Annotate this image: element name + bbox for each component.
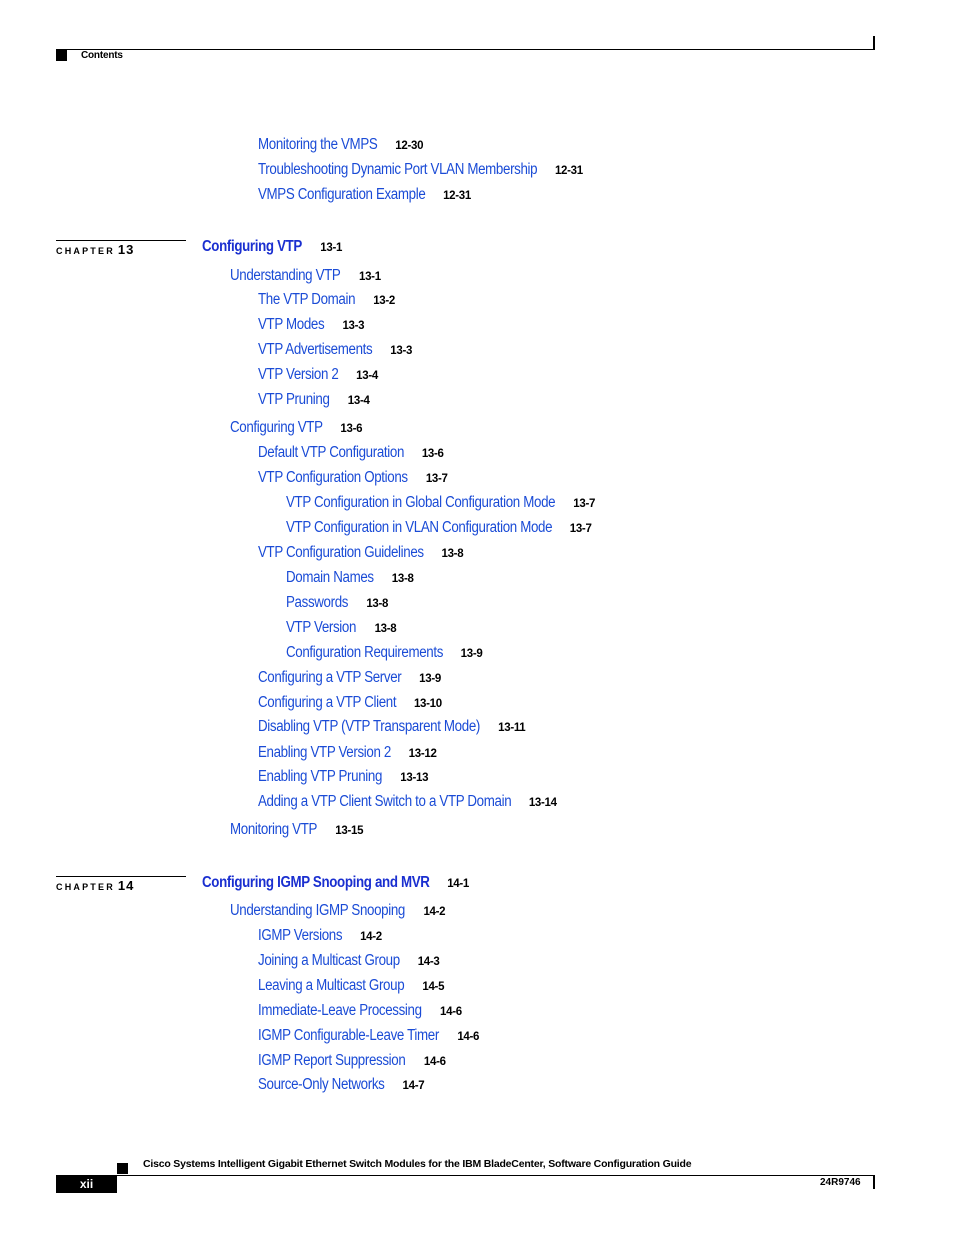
toc-entry-title[interactable]: IGMP Versions	[258, 927, 343, 944]
chapter-label	[56, 878, 134, 893]
toc-entry-page: 14-3	[417, 956, 440, 968]
toc-entry-title[interactable]: Understanding VTP	[230, 267, 341, 284]
toc-entry-title[interactable]: Monitoring VTP	[230, 821, 318, 838]
toc-entry[interactable]	[286, 643, 482, 663]
toc-entry[interactable]	[258, 340, 412, 360]
toc-entry-title[interactable]: Enabling VTP Version 2	[258, 744, 391, 761]
toc-entry-title[interactable]: Understanding IGMP Snooping	[230, 902, 405, 919]
toc-entry[interactable]	[258, 693, 442, 713]
toc-entry-title[interactable]: VTP Configuration in Global Configuration Mode	[286, 494, 556, 511]
toc-entry-page: 12-31	[554, 165, 583, 177]
toc-entry-page: 14-2	[360, 931, 382, 943]
toc-entry-title[interactable]: Configuring VTP	[202, 238, 302, 255]
toc-entry-page: 13-12	[408, 748, 437, 760]
toc-entry-page: 13-13	[400, 772, 429, 784]
toc-entry[interactable]	[258, 926, 382, 946]
toc-entry[interactable]	[258, 160, 583, 180]
toc-entry-title[interactable]: VTP Pruning	[258, 391, 330, 408]
toc-entry-page: 13-7	[569, 523, 592, 535]
toc-entry-page: 13-8	[441, 548, 464, 560]
toc-entry-title[interactable]: VTP Configuration in VLAN Configuration Mode	[286, 519, 553, 536]
header-tick	[873, 36, 875, 50]
toc-entry-page: 13-10	[413, 698, 442, 710]
toc-entry-page: 13-9	[460, 648, 483, 660]
toc-entry[interactable]	[258, 976, 444, 996]
toc-entry-title[interactable]: Troubleshooting Dynamic Port VLAN Membership	[258, 161, 538, 178]
toc-entry-page: 13-2	[373, 295, 396, 307]
toc-entry-title[interactable]: Leaving a Multicast Group	[258, 977, 405, 994]
toc-entry[interactable]	[258, 365, 378, 385]
toc-entry[interactable]	[286, 618, 396, 638]
toc-entry[interactable]	[286, 593, 388, 613]
chapter-entry[interactable]	[202, 873, 469, 893]
toc-entry-page: 14-1	[447, 878, 470, 890]
chapter-number: 13	[117, 242, 135, 257]
toc-entry[interactable]	[258, 315, 364, 335]
toc-entry[interactable]	[258, 1001, 462, 1021]
toc-entry-title[interactable]: Adding a VTP Client Switch to a VTP Domain	[258, 793, 512, 810]
footer-marker	[117, 1163, 128, 1174]
toc-entry-title[interactable]: Immediate-Leave Processing	[258, 1002, 422, 1019]
toc-entry[interactable]	[258, 743, 437, 763]
toc-entry-title[interactable]: Source-Only Networks	[258, 1076, 385, 1093]
toc-entry-page: 14-2	[423, 906, 446, 918]
header-marker	[56, 50, 67, 61]
toc-entry-page: 14-7	[402, 1080, 425, 1092]
footer-doc-number: 24R9746	[820, 1177, 861, 1188]
toc-entry[interactable]	[258, 390, 370, 410]
toc-entry[interactable]	[258, 290, 395, 310]
chapter-entry[interactable]	[202, 237, 342, 257]
toc-entry-page: 13-8	[374, 623, 397, 635]
toc-entry-title[interactable]: Monitoring the VMPS	[258, 136, 378, 153]
toc-entry-page: 14-6	[457, 1031, 480, 1043]
toc-entry-title[interactable]: VTP Version	[286, 619, 357, 636]
toc-entry-title[interactable]: IGMP Configurable-Leave Timer	[258, 1027, 439, 1044]
toc-entry-title[interactable]: Default VTP Configuration	[258, 444, 405, 461]
toc-entry[interactable]	[258, 1075, 424, 1095]
header-label: Contents	[81, 50, 123, 61]
toc-entry-page: 13-14	[528, 797, 557, 809]
toc-entry-title[interactable]: VMPS Configuration Example	[258, 186, 426, 203]
toc-entry-title[interactable]: VTP Advertisements	[258, 341, 373, 358]
chapter-label	[56, 242, 134, 257]
toc-entry-page: 13-11	[498, 722, 526, 734]
toc-entry-title[interactable]: IGMP Report Suppression	[258, 1052, 406, 1069]
footer-book-title: Cisco Systems Intelligent Gigabit Ethernet Switch Modules for the IBM BladeCenter, Software Configuration Guide	[143, 1158, 692, 1170]
toc-entry[interactable]	[230, 266, 381, 286]
footer-page-number: xii	[56, 1175, 117, 1193]
toc-entry-page: 14-5	[422, 981, 445, 993]
header-rule	[56, 49, 874, 50]
toc-entry-page: 13-4	[356, 370, 378, 382]
toc-entry[interactable]	[286, 493, 595, 513]
toc-entry[interactable]	[258, 792, 557, 812]
footer-tick	[873, 1175, 875, 1189]
toc-entry-page: 13-8	[366, 598, 389, 610]
toc-entry[interactable]	[258, 443, 444, 463]
toc-entry-title[interactable]: Configuring a VTP Client	[258, 694, 397, 711]
toc-entry[interactable]	[258, 717, 525, 737]
toc-entry-page: 13-4	[347, 395, 370, 407]
toc-entry-title[interactable]: Domain Names	[286, 569, 374, 586]
toc-entry-title[interactable]: Enabling VTP Pruning	[258, 768, 383, 785]
toc-entry-title[interactable]: Disabling VTP (VTP Transparent Mode)	[258, 718, 480, 735]
toc-entry-page: 13-1	[320, 242, 343, 254]
toc-entry-title[interactable]: The VTP Domain	[258, 291, 356, 308]
toc-entry-title[interactable]: Configuration Requirements	[286, 644, 444, 661]
toc-entry-page: 12-31	[443, 190, 471, 202]
toc-entry[interactable]	[258, 951, 440, 971]
toc-entry[interactable]	[258, 468, 448, 488]
toc-entry-title[interactable]: Joining a Multicast Group	[258, 952, 400, 969]
toc-entry-page: 12-30	[395, 140, 424, 152]
toc-entry-page: 13-6	[340, 423, 363, 435]
toc-entry[interactable]	[258, 543, 463, 563]
chapter-word: CHAPTER	[56, 882, 115, 892]
toc-entry[interactable]	[258, 1051, 446, 1071]
toc-entry-page: 13-7	[573, 498, 596, 510]
toc-entry-title[interactable]: VTP Modes	[258, 316, 325, 333]
toc-entry-page: 14-6	[423, 1056, 446, 1068]
toc-entry[interactable]	[230, 418, 362, 438]
toc-entry[interactable]	[230, 820, 363, 840]
toc-entry-page: 13-8	[391, 573, 414, 585]
chapter-rule	[56, 240, 186, 241]
toc-entry-title[interactable]: VTP Version 2	[258, 366, 339, 383]
toc-entry-page: 13-3	[390, 345, 413, 357]
toc-entry-title[interactable]: Configuring IGMP Snooping and MVR	[202, 874, 430, 891]
toc-entry-title[interactable]: Configuring a VTP Server	[258, 669, 402, 686]
chapter-rule	[56, 876, 186, 877]
toc-entry-page: 14-6	[440, 1006, 462, 1018]
chapter-number: 14	[117, 878, 135, 893]
toc-entry[interactable]	[258, 1026, 479, 1046]
toc-entry-page: 13-3	[342, 320, 365, 332]
toc-entry[interactable]	[258, 767, 428, 787]
toc-entry-page: 13-15	[335, 825, 364, 837]
toc-entry[interactable]	[286, 518, 592, 538]
toc-entry[interactable]	[258, 135, 423, 155]
footer-rule	[117, 1175, 874, 1176]
toc-entry-title[interactable]: VTP Configuration Guidelines	[258, 544, 424, 561]
toc-entry-page: 13-9	[419, 673, 441, 685]
toc-entry[interactable]	[258, 185, 471, 205]
toc-entry-title[interactable]: Passwords	[286, 594, 349, 611]
toc-entry[interactable]	[230, 901, 445, 921]
toc-entry[interactable]	[258, 668, 441, 688]
toc-entry-page: 13-6	[421, 448, 444, 460]
toc-entry-title[interactable]: VTP Configuration Options	[258, 469, 408, 486]
chapter-word: CHAPTER	[56, 246, 115, 256]
toc-entry[interactable]	[286, 568, 414, 588]
toc-entry-title[interactable]: Configuring VTP	[230, 419, 323, 436]
toc-entry-page: 13-7	[425, 473, 448, 485]
toc-entry-page: 13-1	[358, 271, 381, 283]
